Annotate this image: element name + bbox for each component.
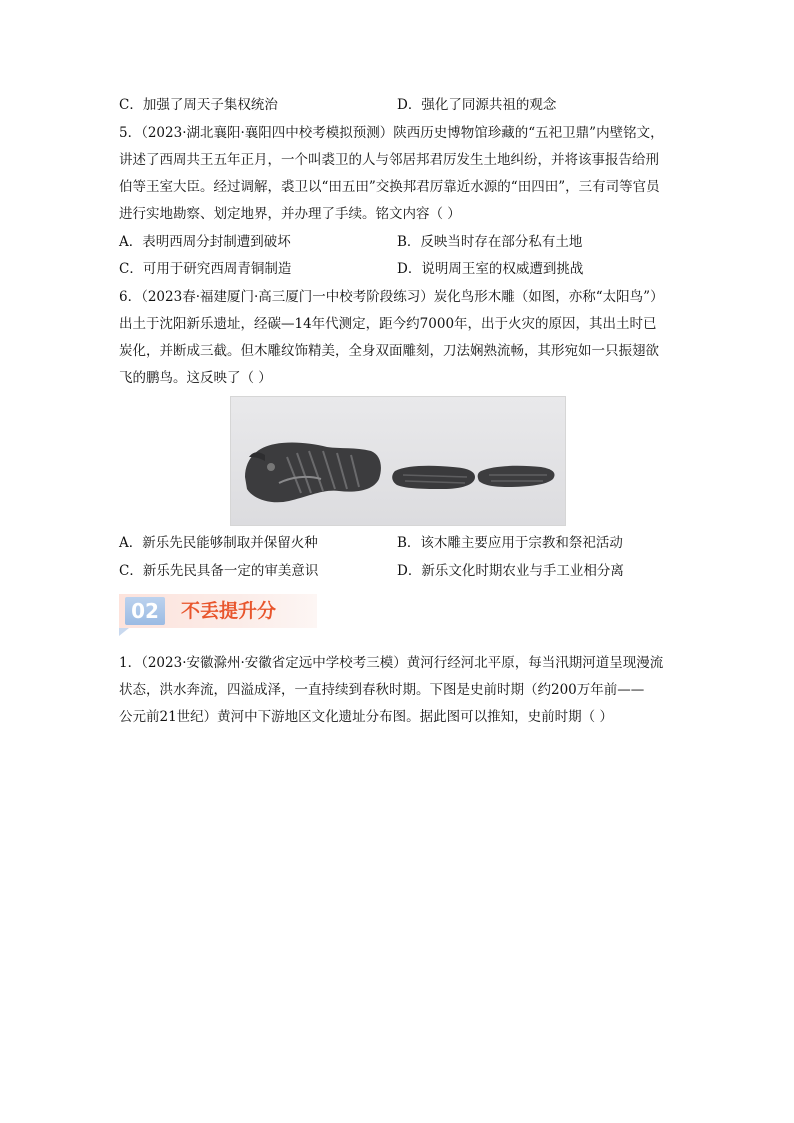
q5-stem-line-2: 讲述了西周共王五年正月，一个叫裘卫的人与邻居邦君厉发生土地纠纷，并将该事报告给刑 [119,152,659,168]
q5-option-d: D．说明周王室的权威遭到挑战 [397,261,584,277]
q5-stem-line-4: 进行实地勘察、划定地界，并办理了手续。铭文内容（ ） [119,206,461,222]
section-title: 不丢提升分 [181,600,277,622]
q6-option-b: B．该木雕主要应用于宗教和祭祀活动 [397,535,623,551]
q6-stem-line-2: 出土于沈阳新乐遗址，经碳—14年代测定，距今约7000年，出于火灾的原因，其出土时已 [119,316,657,332]
q5-stem-line-1: 5．（2023·湖北襄阳·襄阳四中校考模拟预测）陕西历史博物馆珍藏的“五祀卫鼎”内壁铭文， [119,125,664,141]
q4-option-c: C．加强了周天子集权统治 [119,97,278,113]
q5-stem-line-3: 伯等王室大臣。经过调解，裘卫以“田五田”交换邦君厉靠近水源的“田四田”，三有司等官员 [119,179,660,195]
section-number: 02 [125,597,165,625]
section-header [119,594,317,628]
q6-stem-line-1: 6．（2023春·福建厦门·高三厦门一中校考阶段练习）炭化鸟形木雕（如图，亦称“太阳鸟”） [119,289,664,305]
q1-stem-line-1: 1．（2023·安徽滁州·安徽省定远中学校考三模）黄河行经河北平原，每当汛期河道呈现漫流 [119,655,664,671]
q4-option-d: D．强化了同源共祖的观念 [397,97,557,113]
q5-option-c: C．可用于研究西周青铜制造 [119,261,292,277]
q6-option-c: C．新乐先民具备一定的审美意识 [119,563,319,579]
section-corner-decoration [119,628,129,636]
q6-option-a: A．新乐先民能够制取并保留火种 [119,535,318,551]
artifact-photo [230,396,566,526]
q5-option-a: A．表明西周分封制遭到破坏 [119,234,291,250]
carbonized-bird-carving-icon [231,397,565,525]
q6-stem-line-4: 飞的鹏鸟。这反映了（ ） [119,370,272,386]
q1-stem-line-2: 状态，洪水奔流，四溢成泽，一直持续到春秋时期。下图是史前时期（约200万年前—— [119,682,645,698]
q6-option-d: D．新乐文化时期农业与手工业相分离 [397,563,624,579]
q1-stem-line-3: 公元前21世纪）黄河中下游地区文化遗址分布图。据此图可以推知，史前时期（ ） [119,709,613,725]
q5-option-b: B．反映当时存在部分私有土地 [397,234,583,250]
q6-stem-line-3: 炭化，并断成三截。但木雕纹饰精美，全身双面雕刻，刀法娴熟流畅，其形宛如一只振翅欲 [119,343,659,359]
